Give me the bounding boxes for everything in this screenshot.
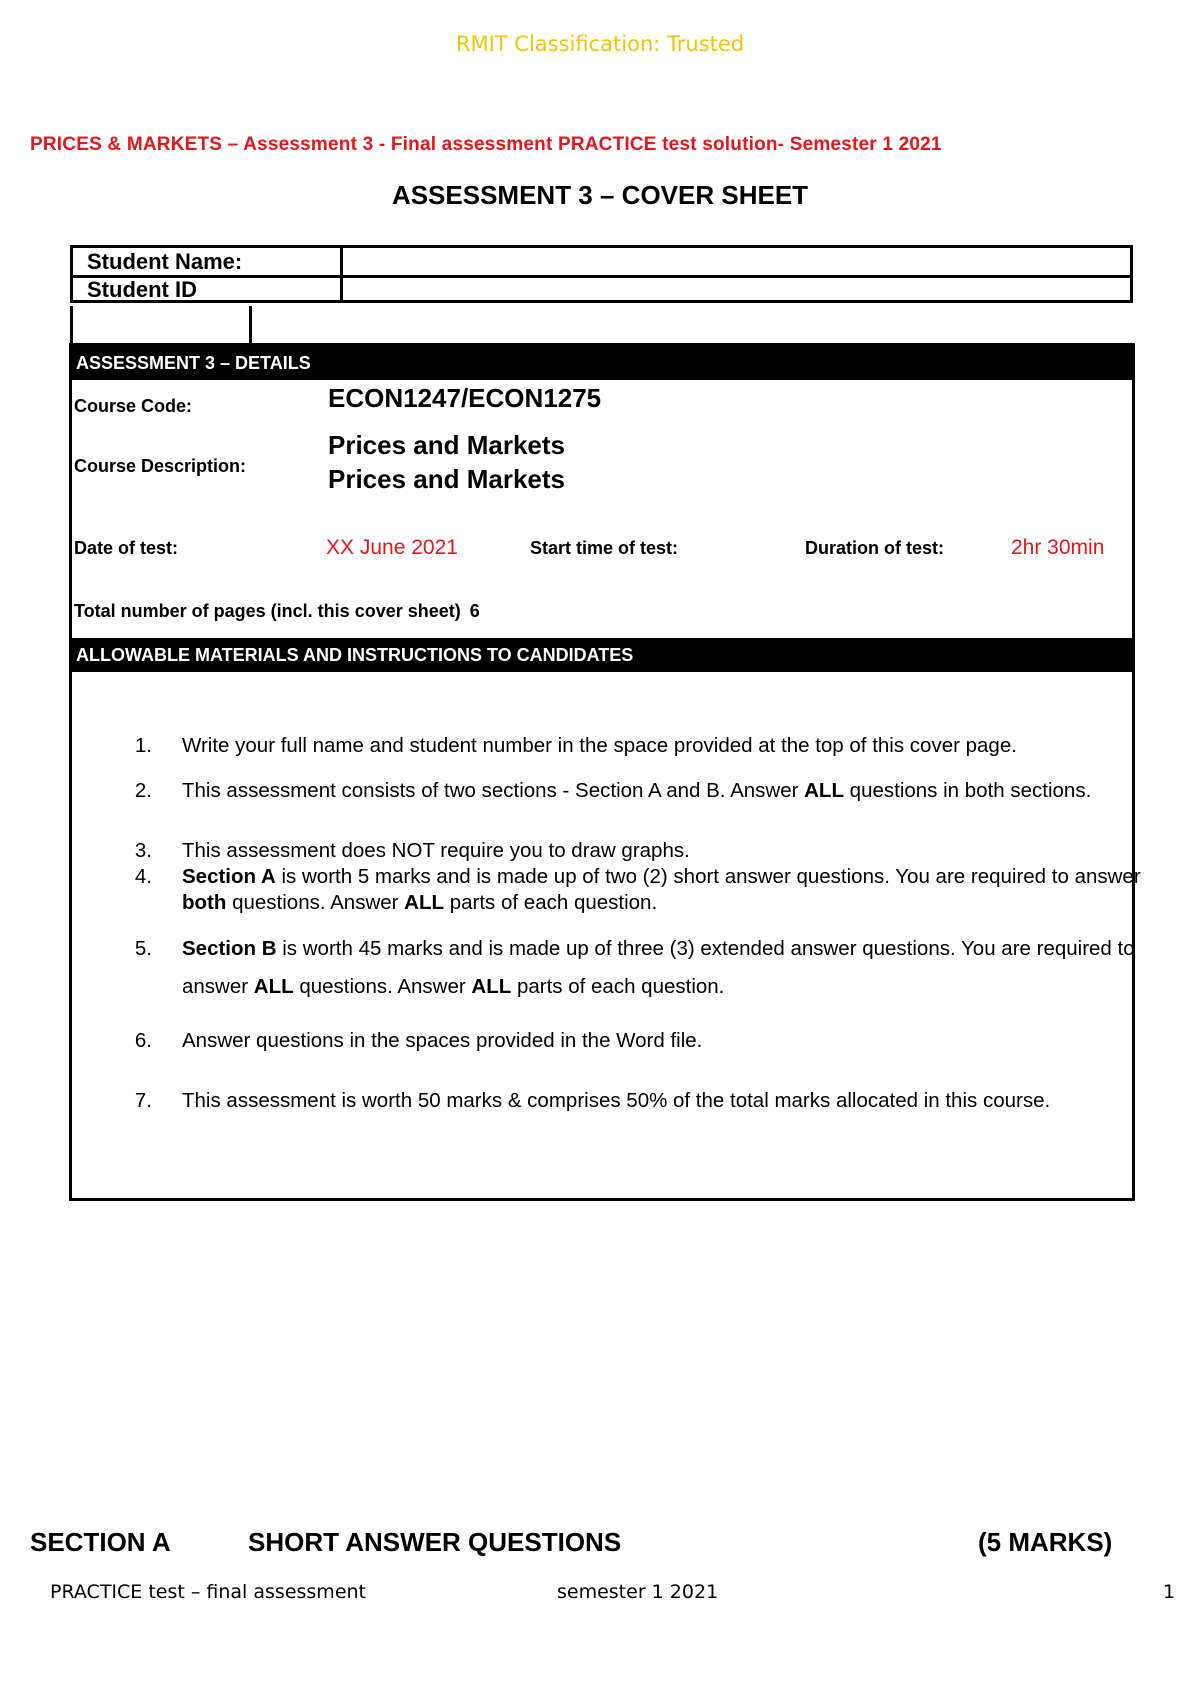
date-of-test-value: XX June 2021 [326, 536, 458, 559]
document-title: PRICES & MARKETS – Assessment 3 - Final assessment PRACTICE test solution- Semester 1 2021 [30, 134, 942, 155]
instruction-item-1: 1. Write your full name and student number in the space provided at the top of this cover page. [134, 734, 1017, 757]
cover-sheet-heading: ASSESSMENT 3 – COVER SHEET [391, 180, 809, 210]
course-description-line2: Prices and Markets [328, 464, 566, 494]
details-header-bar: ASSESSMENT 3 – DETAILS [72, 346, 1132, 380]
total-pages-row [74, 601, 480, 622]
course-code-value: ECON1247/ECON1275 [328, 383, 602, 413]
classification-label: RMIT Classification: Trusted [455, 32, 745, 56]
start-time-label: Start time of test: [530, 538, 679, 558]
date-of-test-label: Date of test: [74, 538, 179, 558]
footer-left-text: PRACTICE test – final assessment [50, 1581, 366, 1603]
instruction-item-3: 3. This assessment does NOT require you to draw graphs. [134, 839, 690, 862]
student-info-table [70, 245, 1133, 303]
student-name-label: Student Name: [87, 249, 243, 274]
student-name-row [73, 248, 1130, 278]
instruction-item-7: 7. This assessment is worth 50 marks & comprises 50% of the total marks allocated in this course. [134, 1089, 1051, 1112]
blank-cell [70, 306, 252, 346]
section-marks: (5 MARKS) [978, 1527, 1113, 1557]
student-name-field[interactable] [343, 248, 1130, 275]
footer-center-text: semester 1 2021 [557, 1581, 719, 1603]
course-description-line1: Prices and Markets [328, 430, 566, 460]
total-pages-label: Total number of pages (incl. this cover sheet) [74, 601, 461, 621]
instruction-item-4: 4. Section A is worth 5 marks and is made up of two (2) short answer questions. You are required to answer both questions. Answer ALL parts of each question. [134, 865, 1141, 914]
student-id-label: Student ID [87, 277, 197, 302]
duration-value: 2hr 30min [1011, 536, 1105, 559]
section-title: SHORT ANSWER QUESTIONS [248, 1527, 622, 1557]
page-number: 1 [1163, 1581, 1176, 1603]
total-pages-value: 6 [469, 601, 480, 621]
student-id-field[interactable] [343, 276, 1130, 303]
instructions-header-bar: ALLOWABLE MATERIALS AND INSTRUCTIONS TO CANDIDATES [72, 638, 1132, 672]
course-code-label: Course Code: [74, 396, 193, 416]
section-label: SECTION A [30, 1527, 171, 1557]
course-description-label: Course Description: [74, 456, 247, 476]
assessment-details-box [69, 343, 1141, 1201]
duration-label: Duration of test: [805, 538, 944, 558]
instruction-item-6: 6. Answer questions in the spaces provided in the Word file. [134, 1029, 703, 1052]
instruction-item-5: 5. Section B is worth 45 marks and is made up of three (3) extended answer questions. You are required to answer ALL questions. Answer ALL parts of each question. [134, 937, 1135, 998]
student-id-row [73, 276, 1130, 303]
instruction-item-2: 2. This assessment consists of two sections - Section A and B. Answer ALL questions in both sections. [134, 779, 1092, 802]
